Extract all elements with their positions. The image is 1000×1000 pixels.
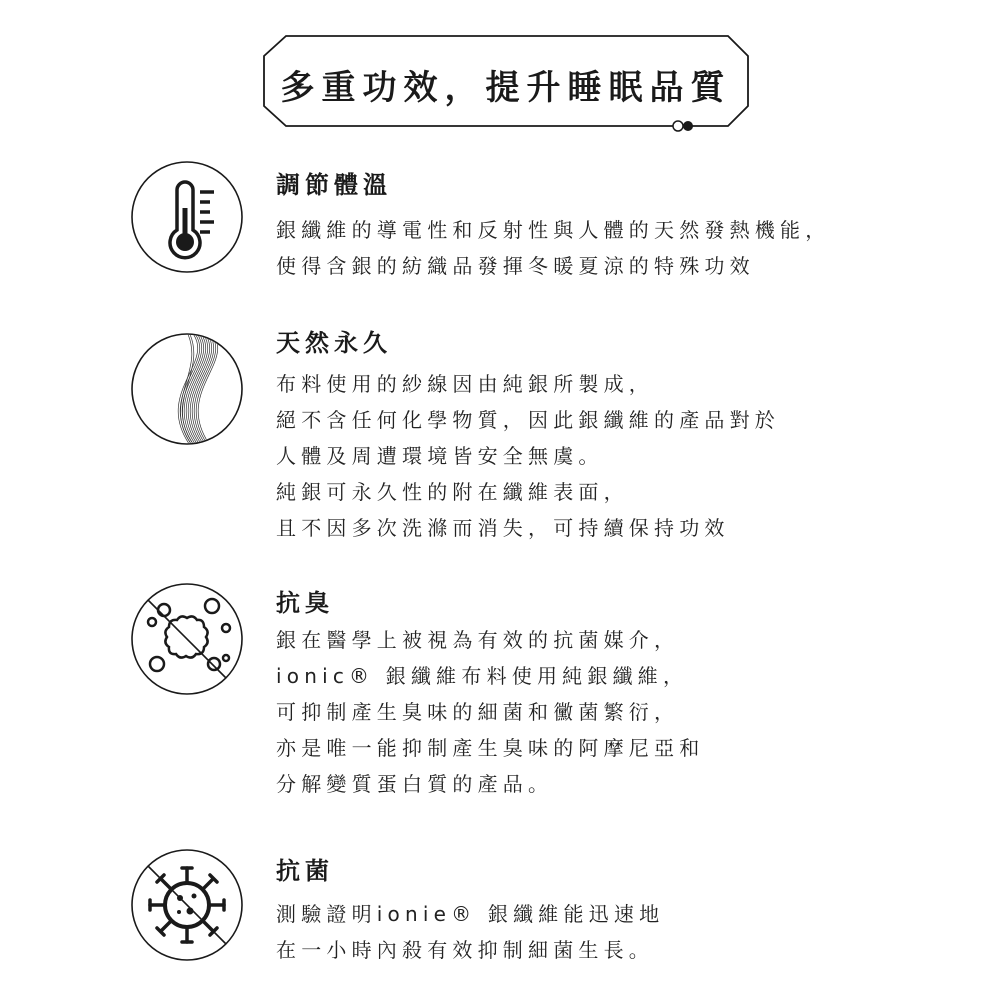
section-body bbox=[276, 896, 664, 968]
anti-odor-icon bbox=[130, 582, 244, 696]
body-line: 絕不含任何化學物質，因此銀纖維的產品對於 bbox=[276, 408, 780, 432]
body-line: 測驗證明ionie® 銀纖維能迅速地 bbox=[276, 902, 665, 926]
body-line: 可抑制產生臭味的細菌和黴菌繁衍， bbox=[276, 700, 680, 724]
body-line: 銀纖維的導電性和反射性與人體的天然發熱機能， bbox=[276, 218, 831, 242]
section-title: 抗臭 bbox=[276, 589, 334, 617]
banner-ring-icon bbox=[673, 121, 683, 131]
body-line: 分解變質蛋白質的產品。 bbox=[276, 772, 554, 796]
page-title: 多重功效，提升睡眠品質 bbox=[280, 68, 732, 108]
section-title: 調節體溫 bbox=[276, 171, 392, 199]
body-line: 且不因多次洗滌而消失，可持續保持功效 bbox=[276, 516, 730, 540]
silver-fiber-icon bbox=[130, 332, 244, 446]
body-line: 使得含銀的紡織品發揮冬暖夏涼的特殊功效 bbox=[276, 254, 755, 278]
antibacterial-icon bbox=[130, 848, 244, 962]
body-line: 銀在醫學上被視為有效的抗菌媒介， bbox=[276, 628, 680, 652]
section-body bbox=[276, 212, 830, 284]
body-line: 人體及周遭環境皆安全無虞。 bbox=[276, 444, 604, 468]
body-line: 布料使用的紗線因由純銀所製成， bbox=[276, 372, 654, 396]
banner-dot-icon bbox=[683, 121, 693, 131]
body-line: ionic® 銀纖維布料使用純銀纖維， bbox=[276, 664, 689, 688]
body-line: 純銀可永久性的附在纖維表面， bbox=[276, 480, 629, 504]
section-body bbox=[276, 366, 780, 546]
thermometer-icon bbox=[130, 160, 244, 274]
section-title: 抗菌 bbox=[276, 857, 334, 885]
body-line: 在一小時內殺有效抑制細菌生長。 bbox=[276, 938, 654, 962]
body-line: 亦是唯一能抑制產生臭味的阿摩尼亞和 bbox=[276, 736, 705, 760]
section-body bbox=[276, 622, 704, 802]
header-banner bbox=[262, 34, 750, 134]
section-title: 天然永久 bbox=[276, 329, 392, 357]
